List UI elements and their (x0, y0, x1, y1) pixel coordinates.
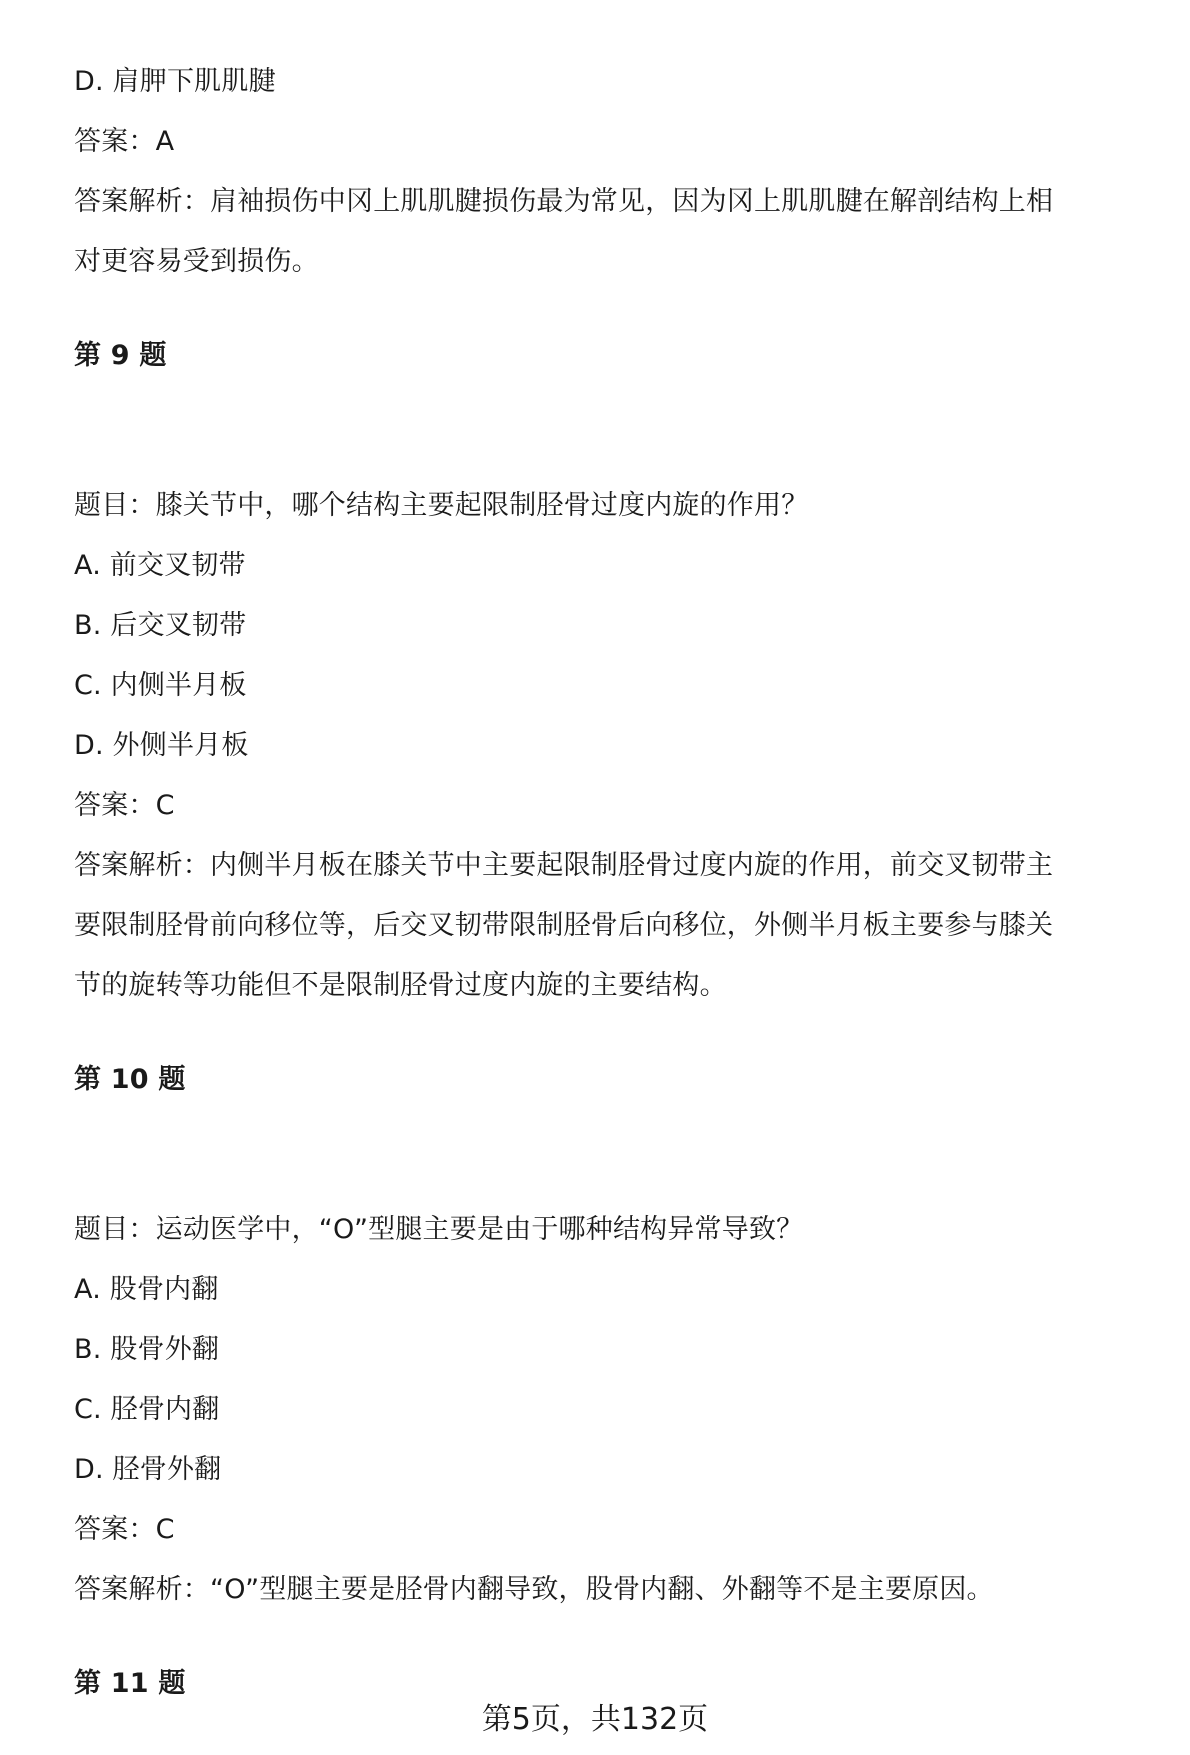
q10-option-a: A. 股骨内翻 (74, 1274, 219, 1305)
q11-heading: 第 11 题 (74, 1668, 186, 1699)
q9-answer: 答案：C (74, 790, 175, 821)
q9-stem: 题目：膝关节中，哪个结构主要起限制胫骨过度内旋的作用？ (74, 490, 809, 521)
q9-heading: 第 9 题 (74, 340, 167, 371)
prev-option-d: D. 肩胛下肌肌腱 (74, 66, 276, 97)
q10-option-c: C. 胫骨内翻 (74, 1394, 220, 1425)
q9-analysis-line-3: 节的旋转等功能但不是限制胫骨过度内旋的主要结构。 (74, 970, 727, 1001)
q10-stem: 题目：运动医学中，“O”型腿主要是由于哪种结构异常导致？ (74, 1214, 804, 1245)
q9-option-b: B. 后交叉韧带 (74, 610, 247, 641)
q10-option-d: D. 胫骨外翻 (74, 1454, 222, 1485)
prev-analysis-line-2: 对更容易受到损伤。 (74, 246, 319, 277)
q10-heading: 第 10 题 (74, 1064, 186, 1095)
q9-option-a: A. 前交叉韧带 (74, 550, 246, 581)
q10-analysis-line-1: 答案解析：“O”型腿主要是胫骨内翻导致，股骨内翻、外翻等不是主要原因。 (74, 1574, 994, 1605)
q9-analysis-line-1: 答案解析：内侧半月板在膝关节中主要起限制胫骨过度内旋的作用，前交叉韧带主 (74, 850, 1054, 881)
prev-analysis-line-1: 答案解析：肩袖损伤中冈上肌肌腱损伤最为常见，因为冈上肌肌腱在解剖结构上相 (74, 186, 1054, 217)
q9-option-c: C. 内侧半月板 (74, 670, 247, 701)
prev-answer: 答案：A (74, 126, 175, 157)
q10-answer: 答案：C (74, 1514, 175, 1545)
q10-option-b: B. 股骨外翻 (74, 1334, 220, 1365)
q9-option-d: D. 外侧半月板 (74, 730, 249, 761)
q9-analysis-line-2: 要限制胫骨前向移位等，后交叉韧带限制胫骨后向移位，外侧半月板主要参与膝关 (74, 910, 1054, 941)
page-number-footer: 第5页，共132页 (481, 1702, 709, 1737)
